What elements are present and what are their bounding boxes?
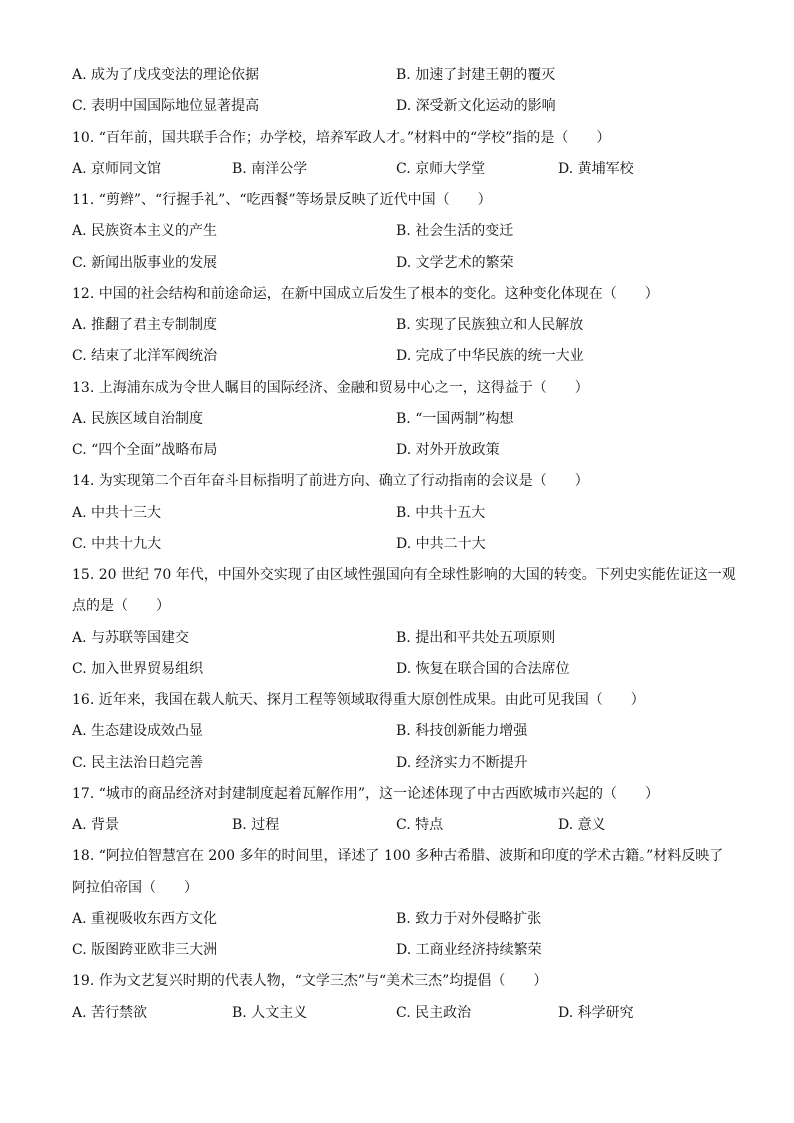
option-row (72, 940, 732, 960)
option-a: C. 加入世界贸易组织 (72, 660, 204, 677)
option-a: C. 表明中国国际地位显著提高 (72, 98, 260, 115)
option-a: C. “四个全面”战略布局 (72, 442, 218, 458)
option-b: B. “一国两制”构想 (396, 410, 514, 427)
option-row (72, 659, 732, 679)
option-b: D. 工商业经济持续繁荣 (396, 942, 542, 958)
option-b: B. 致力于对外侵略扩张 (396, 910, 542, 927)
option-row (72, 721, 732, 741)
option-row (72, 815, 732, 835)
option-a: C. 民主法治日趋完善 (72, 754, 204, 771)
option-b: D. 完成了中华民族的统一大业 (396, 348, 584, 365)
option-row (72, 1003, 732, 1023)
option-row (72, 440, 732, 460)
option-a: A. 苦行禁欲 (72, 1004, 148, 1021)
option-b: D. 深受新文化运动的影响 (396, 98, 556, 115)
option-d: D. 意义 (558, 817, 606, 833)
option-b: B. 南洋公学 (232, 160, 308, 177)
option-a: A. 中共十三大 (72, 504, 162, 521)
option-b: B. 提出和平共处五项原则 (396, 629, 556, 646)
option-a: A. 推翻了君主专制制度 (72, 317, 218, 333)
option-b: B. 实现了民族独立和人民解放 (396, 317, 584, 333)
option-row (72, 159, 732, 179)
question-text: 11. “剪辫”、“行握手礼”、“吃西餐”等场景反映了近代中国（ ） (72, 192, 492, 208)
question-text: 15. 20 世纪 70 年代，中国外交实现了由区域性强国向有全球性影响的大国的转变。下列史实能佐证这一观 (72, 567, 736, 583)
option-b: B. 过程 (232, 817, 280, 833)
option-a: A. 背景 (72, 817, 120, 833)
option-a: A. 民族资本主义的产生 (72, 223, 218, 240)
option-d: D. 黄埔军校 (558, 160, 634, 177)
option-c: C. 京师大学堂 (396, 160, 486, 177)
option-row (72, 534, 732, 554)
question-text: 17. “城市的商品经济对封建制度起着瓦解作用”，这一论述体现了中古西欧城市兴起的（ ） (72, 785, 660, 802)
option-b: B. 人文主义 (232, 1004, 308, 1021)
option-row (72, 503, 732, 523)
option-b: D. 文学艺术的繁荣 (396, 254, 514, 271)
option-c: C. 特点 (396, 817, 444, 833)
option-a: A. 重视吸收东西方文化 (72, 910, 218, 927)
question-text: 14. 为实现第二个百年奋斗目标指明了前进方向、确立了行动指南的会议是（ ） (72, 473, 589, 490)
option-a: A. 成为了戊戌变法的理论依据 (72, 67, 260, 83)
option-a: C. 中共十九大 (72, 535, 162, 552)
option-row (72, 409, 732, 429)
option-row (72, 65, 732, 85)
option-a: C. 结束了北洋军阀统治 (72, 348, 218, 365)
option-b: B. 社会生活的变迁 (396, 223, 514, 240)
question-text: 点的是（ ） (72, 598, 170, 615)
option-a: C. 版图跨亚欧非三大洲 (72, 942, 218, 958)
question-text: 16. 近年来，我国在载人航天、探月工程等领域取得重大原创性成果。由此可见我国（ ） (72, 692, 645, 708)
option-a: A. 生态建设成效凸显 (72, 723, 204, 740)
option-row (72, 96, 732, 116)
question-text: 12. 中国的社会结构和前途命运，在新中国成立后发生了根本的变化。这种变化体现在（ ） (72, 285, 659, 302)
option-row (72, 346, 732, 366)
option-a: A. 民族区域自治制度 (72, 410, 204, 427)
option-b: D. 经济实力不断提升 (396, 754, 528, 771)
question-text: 阿拉伯帝国（ ） (72, 879, 198, 896)
question-text: 13. 上海浦东成为令世人瞩目的国际经济、金融和贸易中心之一，这得益于（ ） (72, 379, 589, 396)
option-row (72, 315, 732, 335)
option-row (72, 221, 732, 241)
option-b: B. 科技创新能力增强 (396, 723, 528, 740)
option-d: D. 科学研究 (558, 1004, 634, 1021)
option-c: C. 民主政治 (396, 1004, 472, 1021)
option-row (72, 909, 732, 929)
option-b: B. 中共十五大 (396, 504, 486, 521)
option-a: C. 新闻出版事业的发展 (72, 254, 218, 271)
question-text: 18. “阿拉伯智慧宫在 200 多年的时间里，译述了 100 多种古希腊、波斯和印度的学术古籍。”材料反映了 (72, 848, 724, 865)
option-a: A. 与苏联等国建交 (72, 629, 190, 646)
question-text: 19. 作为文艺复兴时期的代表人物，“文学三杰”与“美术三杰”均提倡（ ） (72, 973, 548, 990)
option-b: D. 恢复在联合国的合法席位 (396, 660, 570, 677)
option-row (72, 628, 732, 648)
option-b: D. 中共二十大 (396, 535, 486, 552)
option-b: D. 对外开放政策 (396, 442, 500, 458)
option-b: B. 加速了封建王朝的覆灭 (396, 67, 556, 83)
option-row (72, 753, 732, 773)
option-a: A. 京师同文馆 (72, 160, 162, 177)
question-text: 10. “百年前，国共联手合作；办学校，培养军政人才。”材料中的“学校”指的是（ ） (72, 129, 611, 146)
option-row (72, 253, 732, 273)
